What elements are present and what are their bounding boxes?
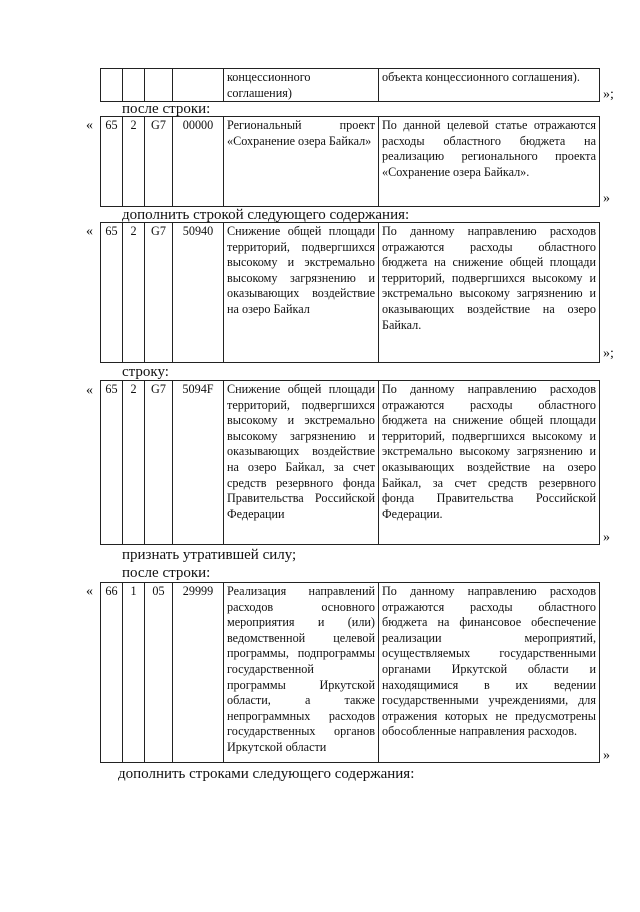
code-cell xyxy=(101,69,123,102)
code-cell: 65 xyxy=(101,117,123,207)
name-cell: Региональный проект «Сохранение озера Байкал» xyxy=(224,117,379,207)
instruction-text: дополнить строкой следующего содержания: xyxy=(122,207,410,223)
table-row xyxy=(101,117,600,207)
opening-quote: « xyxy=(86,383,93,398)
instruction-text: признать утратившей силу; xyxy=(122,547,297,563)
instruction-text: дополнить строками следующего содержания: xyxy=(118,766,415,782)
description-cell: объекта концессионного соглашения). xyxy=(379,69,600,102)
table-row xyxy=(101,69,600,102)
opening-quote: « xyxy=(86,584,93,599)
opening-quote: « xyxy=(86,224,93,239)
name-cell: Снижение общей площади территорий, подвергшихся высокому и экстремально высокому загрязнению и оказывающих воздействие на озеро Байкал xyxy=(224,223,379,363)
closing-quote: » xyxy=(603,191,610,206)
code-cell: 2 xyxy=(123,223,145,363)
code-cell: 5094F xyxy=(173,381,224,545)
table-row xyxy=(101,223,600,363)
closing-quote: » xyxy=(603,530,610,545)
code-cell xyxy=(173,69,224,102)
instruction-text: строку: xyxy=(122,364,169,380)
budget-classification-table xyxy=(100,582,600,763)
name-cell: Реализация направлений расходов основного мероприятия и (или) ведомственной целевой программы, подпрограммы государственной программы Иркутской области, а также непрограммных расходов государственных органов Иркутской области xyxy=(224,583,379,763)
budget-classification-table xyxy=(100,380,600,545)
code-cell: G7 xyxy=(145,381,173,545)
code-cell: G7 xyxy=(145,117,173,207)
description-cell: По данной целевой статье отражаются расходы областного бюджета на реализацию регионального проекта «Сохранение озера Байкал». xyxy=(379,117,600,207)
description-cell: По данному направлению расходов отражаются расходы областного бюджета на снижение общей площади территорий, подвергшихся высокому и экстремально высокому загрязнению и оказывающих воздействие на озеро Байкал, за счет средств резервного фонда Правительства Российской Федерации. xyxy=(379,381,600,545)
description-cell: По данному направлению расходов отражаются расходы областного бюджета на финансовое обеспечение реализации мероприятий, осуществляемых государственными органами Иркутской области и находящимися в их ведении государственными учреждениями, для отражения которых не предусмотрены обособленные направления расходов. xyxy=(379,583,600,763)
opening-quote: « xyxy=(86,118,93,133)
name-cell: концессионного соглашения) xyxy=(224,69,379,102)
table-row xyxy=(101,381,600,545)
code-cell: 2 xyxy=(123,381,145,545)
closing-quote: » xyxy=(603,748,610,763)
code-cell: 65 xyxy=(101,223,123,363)
name-cell: Снижение общей площади территорий, подвергшихся высокому и экстремально высокому загрязнению и оказывающих воздействие на озеро Байкал, за счет средств резервного фонда Правительства Российской Федерации xyxy=(224,381,379,545)
instruction-text: после строки: xyxy=(122,565,211,581)
code-cell xyxy=(145,69,173,102)
code-cell: 05 xyxy=(145,583,173,763)
closing-quote: »; xyxy=(603,346,614,361)
code-cell: 00000 xyxy=(173,117,224,207)
code-cell: G7 xyxy=(145,223,173,363)
code-cell: 50940 xyxy=(173,223,224,363)
table-row xyxy=(101,583,600,763)
code-cell: 65 xyxy=(101,381,123,545)
budget-classification-table xyxy=(100,68,600,102)
code-cell: 66 xyxy=(101,583,123,763)
budget-classification-table xyxy=(100,222,600,363)
code-cell xyxy=(123,69,145,102)
budget-classification-table xyxy=(100,116,600,207)
closing-quote: »; xyxy=(603,87,614,102)
code-cell: 2 xyxy=(123,117,145,207)
code-cell: 29999 xyxy=(173,583,224,763)
code-cell: 1 xyxy=(123,583,145,763)
description-cell: По данному направлению расходов отражаются расходы областного бюджета на снижение общей площади территорий, подвергшихся высокому и экстремально высокому загрязнению и оказывающих воздействие на озеро Байкал. xyxy=(379,223,600,363)
instruction-text: после строки: xyxy=(122,101,211,117)
